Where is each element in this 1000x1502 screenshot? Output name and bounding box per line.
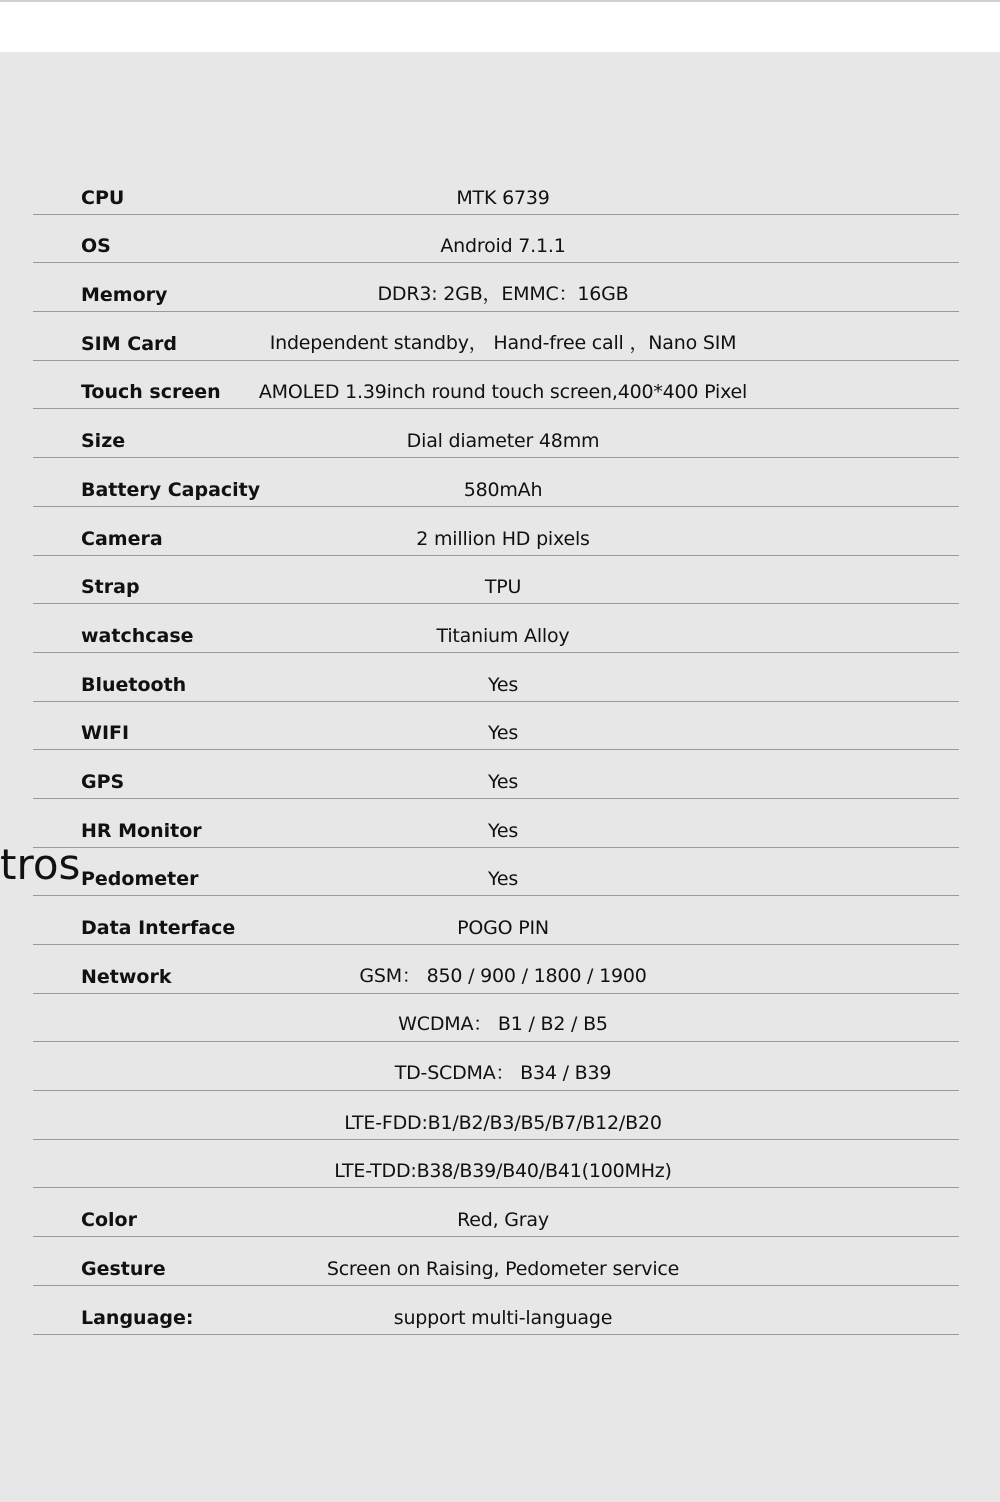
- spec-label: OS: [81, 235, 111, 258]
- spec-row: [33, 166, 959, 215]
- spec-row: [33, 896, 959, 945]
- spec-row: [33, 458, 959, 507]
- side-overflow-text: tros: [0, 840, 80, 889]
- spec-row: [33, 1188, 959, 1237]
- spec-row: [33, 604, 959, 653]
- spec-row: [33, 1140, 959, 1189]
- top-banner-strip: [0, 0, 1000, 52]
- spec-table: [33, 166, 959, 1335]
- spec-label: Color: [81, 1209, 137, 1232]
- spec-value: DDR3: 2GB，EMMC：16GB: [377, 283, 629, 306]
- spec-value: POGO PIN: [457, 917, 549, 939]
- spec-value: Yes: [487, 819, 519, 842]
- spec-row: [33, 507, 959, 556]
- spec-row: [33, 750, 959, 799]
- spec-row: [33, 215, 959, 264]
- spec-value: Yes: [487, 673, 519, 696]
- spec-label: Language:: [81, 1306, 194, 1329]
- spec-row: [33, 945, 959, 994]
- spec-value: support multi-language: [393, 1306, 613, 1329]
- spec-value: MTK 6739: [456, 186, 550, 209]
- spec-label: Gesture: [81, 1257, 166, 1280]
- spec-row: [33, 653, 959, 702]
- spec-row: [33, 702, 959, 751]
- spec-row: [33, 1237, 959, 1286]
- spec-label: HR Monitor: [81, 819, 202, 842]
- spec-value: Screen on Raising, Pedometer service: [326, 1257, 680, 1280]
- spec-row: [33, 312, 959, 361]
- spec-row: [33, 263, 959, 312]
- spec-label: SIM Card: [81, 332, 178, 355]
- spec-label: Touch screen: [81, 381, 221, 404]
- spec-label: GPS: [81, 770, 125, 793]
- spec-value: Titanium Alloy: [436, 624, 570, 647]
- spec-value: 2 million HD pixels: [416, 527, 590, 550]
- spec-value: Android 7.1.1: [440, 235, 566, 258]
- spec-row: [33, 994, 959, 1043]
- spec-value: WCDMA： B1 / B2 / B5: [398, 1013, 608, 1036]
- spec-value: LTE-TDD:B38/B39/B40/B41(100MHz): [334, 1160, 672, 1183]
- spec-value: Yes: [487, 868, 519, 891]
- spec-label: Bluetooth: [81, 673, 187, 696]
- spec-value: AMOLED 1.39inch round touch screen,400*400 Pixel: [258, 381, 748, 404]
- spec-label: Size: [81, 430, 126, 453]
- spec-label: Camera: [81, 527, 163, 550]
- spec-label: Network: [81, 965, 172, 988]
- spec-row: [33, 799, 959, 848]
- spec-label: CPU: [81, 186, 125, 209]
- spec-label: WIFI: [81, 722, 130, 745]
- spec-label: Strap: [81, 576, 140, 599]
- spec-label: Memory: [81, 284, 168, 307]
- spec-value: GSM： 850 / 900 / 1800 / 1900: [359, 964, 647, 987]
- spec-row: [33, 1091, 959, 1140]
- spec-label: Pedometer: [81, 868, 199, 891]
- spec-label: watchcase: [81, 624, 194, 647]
- spec-value: Yes: [487, 770, 519, 793]
- spec-value: TD-SCDMA： B34 / B39: [394, 1062, 612, 1085]
- spec-value: 580mAh: [463, 478, 543, 501]
- spec-row: [33, 556, 959, 605]
- spec-value: TPU: [484, 576, 522, 599]
- spec-row: [33, 848, 959, 897]
- spec-value: Red, Gray: [457, 1209, 549, 1232]
- spec-value: LTE-FDD:B1/B2/B3/B5/B7/B12/B20: [344, 1111, 662, 1134]
- spec-row: [33, 361, 959, 410]
- spec-label: Data Interface: [81, 917, 236, 939]
- spec-row: [33, 1286, 959, 1335]
- spec-label: Battery Capacity: [81, 478, 261, 501]
- spec-row: [33, 1042, 959, 1091]
- spec-row: [33, 409, 959, 458]
- spec-value: Dial diameter 48mm: [406, 430, 600, 453]
- spec-value: Independent standby， Hand-free call ，Nano SIM: [269, 331, 737, 354]
- spec-value: Yes: [487, 722, 519, 745]
